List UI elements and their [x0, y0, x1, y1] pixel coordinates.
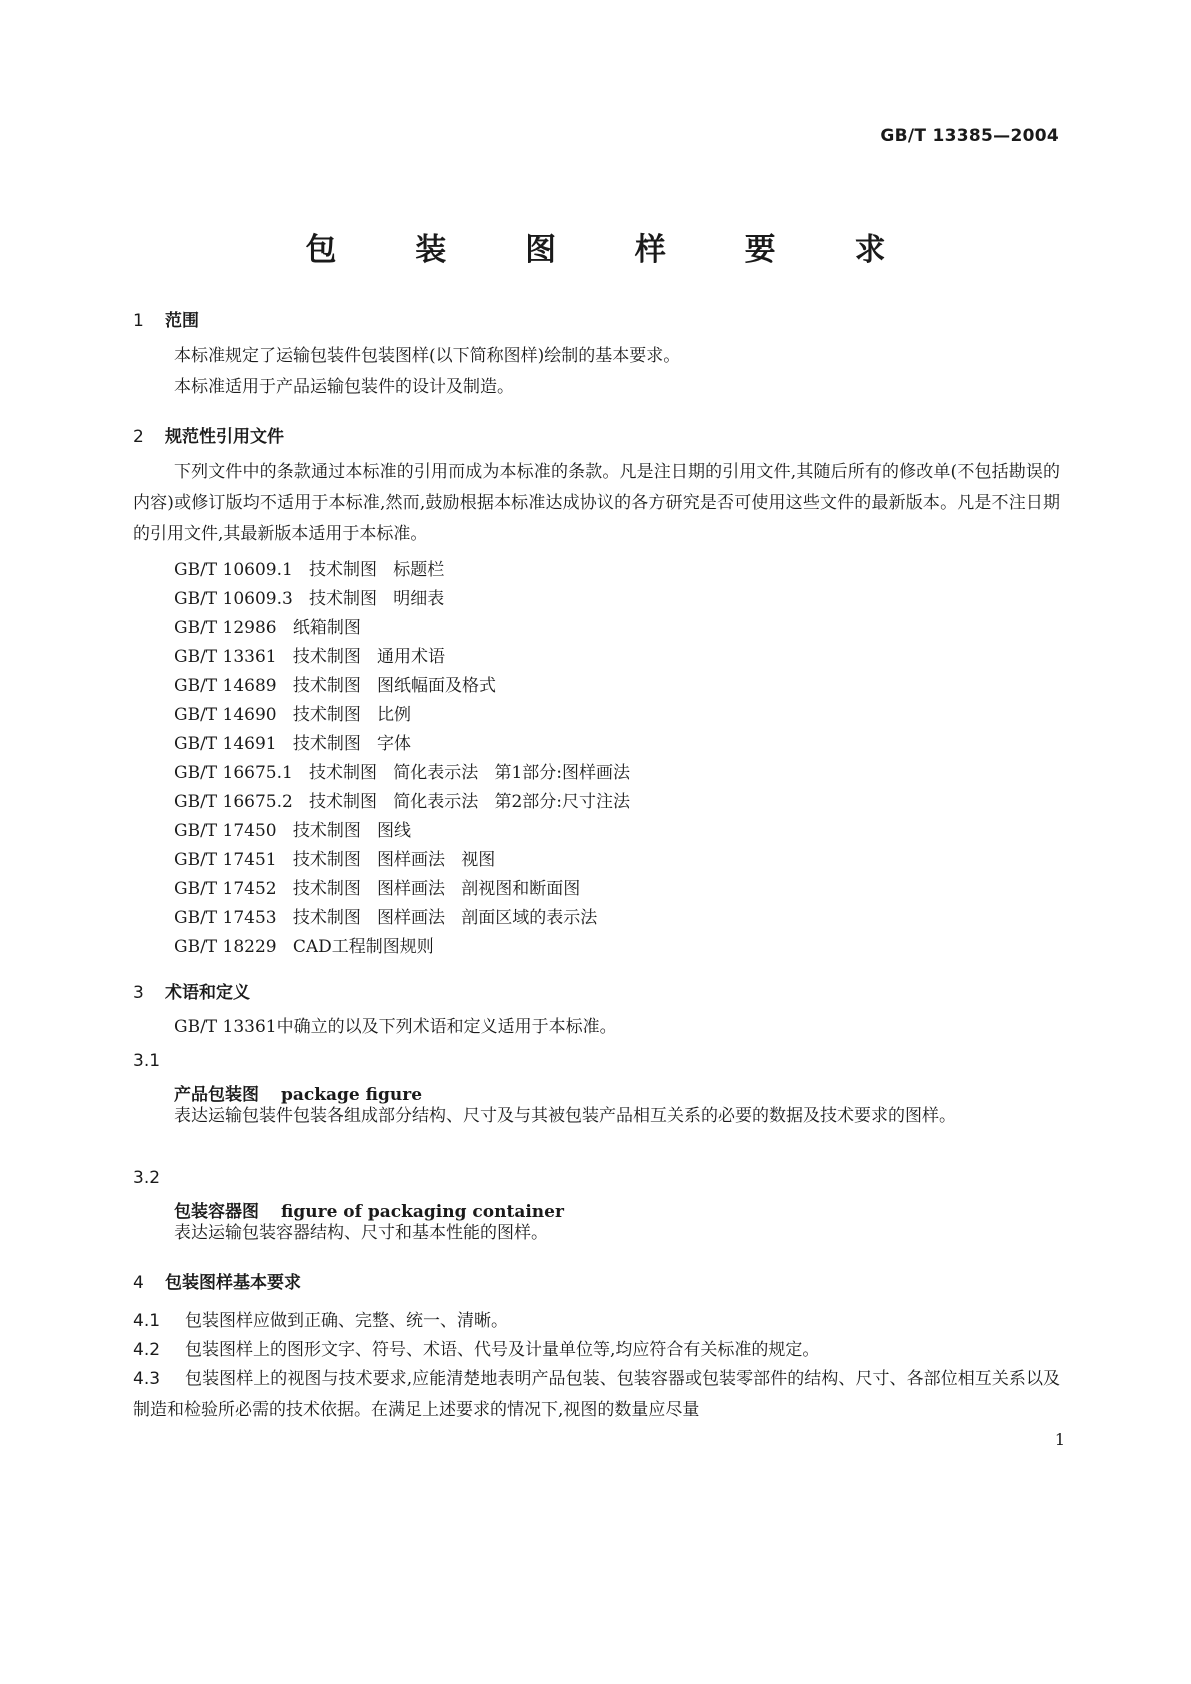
reference-item: GB/T 10609.3 技术制图 明细表 [174, 589, 445, 609]
reference-item: GB/T 16675.2 技术制图 简化表示法 第2部分:尺寸注法 [174, 792, 631, 812]
clause [133, 1364, 1060, 1426]
document-title: 包 装 图 样 要 求 [305, 232, 920, 268]
paragraph: 下列文件中的条款通过本标准的引用而成为本标准的条款。凡是注日期的引用文件,其随后所有的修改单(不包括勘误的内容)或修订版均不适用于本标准,然而,鼓励根据本标准达成协议的各方研究是否可使用这些文件的最新版本。凡是不注日期的引用文件,其最新版本适用于本标准。 [133, 462, 1060, 544]
clause-text: 包装图样上的视图与技术要求,应能清楚地表明产品包装、包装容器或包装零部件的结构、尺寸、各部位相互关系以及制造和检验所必需的技术依据。在满足上述要求的情况下,视图的数量应尽量 [133, 1369, 1060, 1420]
section-number: 3 [133, 983, 144, 1003]
term-zh: 产品包装图 [174, 1085, 259, 1105]
term-zh: 包装容器图 [174, 1202, 259, 1222]
term-definition: 表达运输包装件包装各组成部分结构、尺寸及与其被包装产品相互关系的必要的数据及技术要求的图样。 [174, 1106, 956, 1126]
reference-item: GB/T 17453 技术制图 图样画法 剖面区域的表示法 [174, 908, 598, 928]
section-3-heading [133, 978, 1060, 1003]
reference-item: GB/T 17450 技术制图 图线 [174, 821, 412, 841]
paragraph: 本标准规定了运输包装件包装图样(以下简称图样)绘制的基本要求。 [174, 346, 681, 366]
standard-code: GB/T 13385—2004 [880, 126, 1059, 146]
clause-number: 4.2 [133, 1340, 161, 1360]
term-en: package figure [281, 1085, 423, 1105]
reference-item: GB/T 18229 CAD工程制图规则 [174, 937, 434, 957]
section-4-heading [133, 1268, 1060, 1293]
reference-item: GB/T 17452 技术制图 图样画法 剖视图和断面图 [174, 879, 581, 899]
clause [133, 1306, 1060, 1337]
reference-item: GB/T 14691 技术制图 字体 [174, 734, 412, 754]
term-en: figure of packaging container [281, 1202, 564, 1222]
term-definition: 表达运输包装容器结构、尺寸和基本性能的图样。 [174, 1223, 548, 1243]
reference-item: GB/T 13361 技术制图 通用术语 [174, 647, 446, 667]
reference-item: GB/T 14689 技术制图 图纸幅面及格式 [174, 676, 497, 696]
reference-item: GB/T 10609.1 技术制图 标题栏 [174, 560, 445, 580]
section-title: 规范性引用文件 [165, 427, 284, 447]
section-title: 包装图样基本要求 [165, 1273, 301, 1293]
term-number: 3.1 [133, 1051, 161, 1071]
clause-number: 4.1 [133, 1311, 161, 1331]
section-1-heading [133, 306, 1060, 331]
page-number: 1 [1054, 1430, 1065, 1449]
reference-item: GB/T 17451 技术制图 图样画法 视图 [174, 850, 496, 870]
section-title: 术语和定义 [165, 983, 250, 1003]
term-number: 3.2 [133, 1168, 161, 1188]
reference-item: GB/T 12986 纸箱制图 [174, 618, 361, 638]
section-title: 范围 [165, 311, 199, 331]
paragraph: GB/T 13361中确立的以及下列术语和定义适用于本标准。 [174, 1017, 617, 1037]
paragraph: 本标准适用于产品运输包装件的设计及制造。 [174, 377, 514, 397]
reference-item: GB/T 14690 技术制图 比例 [174, 705, 412, 725]
reference-item: GB/T 16675.1 技术制图 简化表示法 第1部分:图样画法 [174, 763, 631, 783]
clause-number: 4.3 [133, 1369, 161, 1389]
section-2-heading [133, 422, 1060, 447]
clause [133, 1335, 1060, 1366]
clause-text: 包装图样应做到正确、完整、统一、清晰。 [185, 1311, 508, 1331]
clause-text: 包装图样上的图形文字、符号、术语、代号及计量单位等,均应符合有关标准的规定。 [185, 1340, 820, 1360]
section-number: 2 [133, 427, 144, 447]
section-number: 1 [133, 311, 144, 331]
section-number: 4 [133, 1273, 144, 1293]
